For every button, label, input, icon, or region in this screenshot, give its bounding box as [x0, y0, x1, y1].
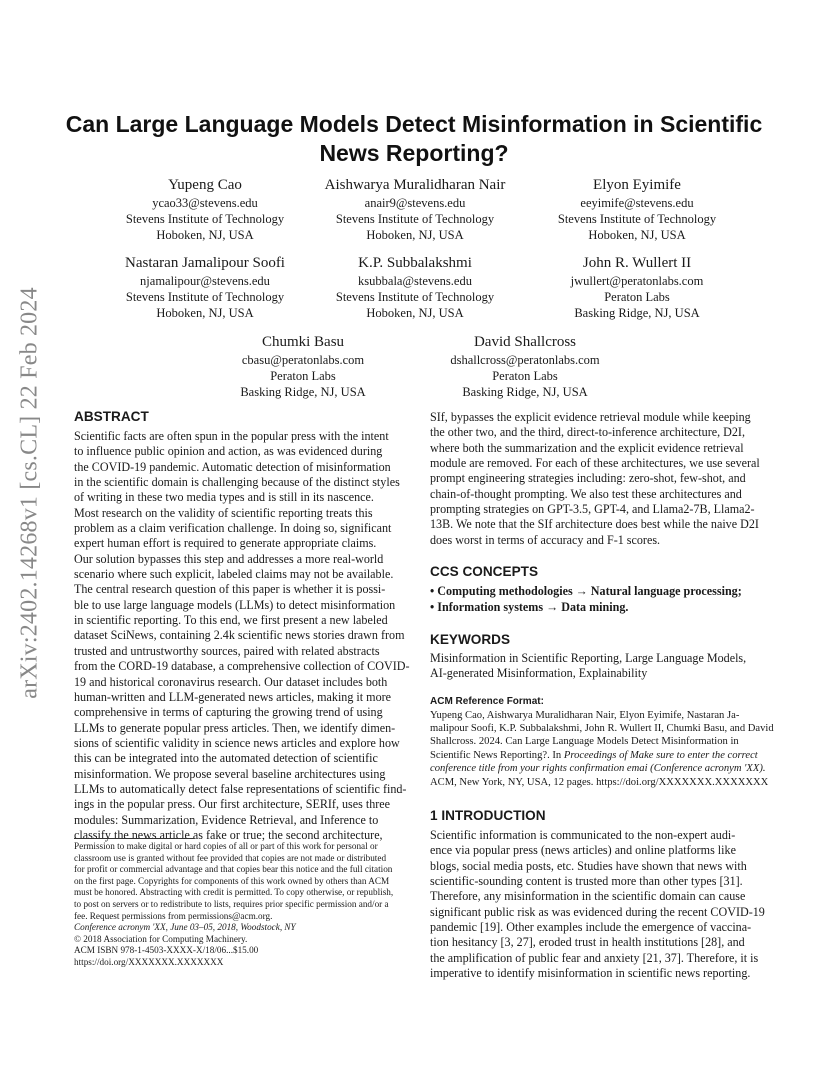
abstract-line: classify the news article as fake or true; the second architecture,	[74, 827, 383, 842]
abstract-line: ble to use large language models (LLMs) to detect misinformation	[74, 597, 396, 612]
ccs-concept-2	[430, 600, 756, 615]
author-location: Hoboken, NJ, USA	[588, 228, 686, 243]
permission-text	[74, 841, 404, 922]
author-location: Hoboken, NJ, USA	[366, 306, 464, 321]
author-name: K.P. Subbalakshmi	[358, 255, 472, 271]
abstract-line: in the scientific domain is challenging because of the distinct styles	[74, 475, 400, 490]
abstract-line: of writing in these two media types and is still in its nascence.	[74, 490, 374, 505]
introduction-body	[430, 828, 765, 981]
author-location: Hoboken, NJ, USA	[156, 228, 254, 243]
conference-line: Conference acronym 'XX, June 03–05, 2018, Woodstock, NY	[74, 922, 296, 933]
author-name: David Shallcross	[473, 334, 577, 350]
abstract-line: in scientific reporting. To this end, we first present a new labeled	[74, 613, 388, 628]
ccs-concept-1	[430, 584, 756, 599]
abstract-line: sions of scientific validity in science news articles and explore how	[74, 735, 400, 750]
abstract-line: prompting strategies on GPT-3.5, GPT-4, and Llama2-7B, Llama2-	[430, 502, 755, 517]
arxiv-stamp	[10, 228, 50, 758]
acm-reference-line: Scientific News Reporting?. In Proceedings of Make sure to enter the correct	[430, 749, 758, 761]
keywords-line: Misinformation in Scientific Reporting, Large Language Models,	[430, 650, 747, 665]
permission-line: fee. Request permissions from permissions@acm.org.	[74, 910, 273, 921]
ccs-concept-1-text: • Computing methodologies → Natural language processing;	[430, 584, 742, 599]
doi-line[interactable]: https://doi.org/XXXXXXX.XXXXXXX	[74, 956, 224, 967]
author-block	[188, 333, 418, 401]
author-name: Chumki Basu	[261, 334, 345, 350]
permission-line: to post on servers or to redistribute to lists, requires prior specific permission and/or a	[74, 898, 389, 909]
abstract-line: Our solution bypasses this step and addresses a more real-world	[74, 551, 384, 566]
paper-title	[60, 110, 768, 168]
abstract-line: 19 and historical coronavirus research. Our dataset includes both	[74, 674, 388, 689]
author-name: Elyon Eyimife	[593, 177, 681, 193]
abstract-line: 13B. We note that the SIf architecture does best while the naive D2I	[430, 517, 759, 532]
abstract-line: module are removed. For each of these architectures, we use several	[430, 456, 760, 471]
acm-reference-body	[430, 709, 774, 789]
author-location: Basking Ridge, NJ, USA	[462, 385, 588, 400]
abstract-continued	[430, 410, 760, 548]
acm-reference-line: Shallcross. 2024. Can Large Language Models Detect Misinformation in	[430, 736, 739, 748]
author-email[interactable]: jwullert@peratonlabs.com	[570, 274, 704, 288]
introduction-line: ence via popular press (news articles) and online platforms like	[430, 843, 736, 858]
introduction-line: tion hesitancy [3, 27], eroded trust in health institutions [28], and	[430, 935, 745, 950]
author-email[interactable]: ksubbala@stevens.edu	[358, 274, 472, 288]
abstract-body	[74, 429, 410, 843]
author-email[interactable]: njamalipour@stevens.edu	[140, 274, 270, 288]
acm-reference-line: malipour Soofi, K.P. Subbalakshmi, John R. Wullert II, Chumki Basu, and David	[430, 723, 774, 734]
abstract-line: Scientific facts are often spun in the popular press with the intent	[74, 429, 389, 443]
abstract-line: this can be integrated into the automated detection of scientific	[74, 751, 378, 766]
permission-line: for profit or commercial advantage and that copies bear this notice and the full citation	[74, 864, 393, 875]
title-line-1: Can Large Language Models Detect Misinformation in Scientific	[65, 111, 763, 137]
author-email[interactable]: cbasu@peratonlabs.com	[241, 353, 365, 367]
abstract-line: from the CORD-19 database, a comprehensive collection of COVID-	[74, 659, 410, 674]
keywords-line: AI-generated Misinformation, Explainability	[430, 666, 648, 681]
abstract-line: SIf, bypasses the explicit evidence retrieval module while keeping	[430, 410, 751, 424]
permission-footnote	[74, 841, 404, 969]
introduction-line: the amplification of public fear and anxiety [21, 37]. Therefore, it is	[430, 950, 759, 965]
abstract-line: dataset SciNews, containing 2.4k scientific news stories drawn from	[74, 628, 405, 643]
right-column	[430, 410, 774, 981]
author-block	[300, 254, 530, 322]
abstract-heading: ABSTRACT	[74, 409, 149, 424]
author-name: Yupeng Cao	[168, 177, 242, 193]
title-line-2: News Reporting?	[319, 140, 509, 166]
author-name: John R. Wullert II	[582, 255, 692, 271]
abstract-line: does worst in terms of accuracy and F-1 scores.	[430, 532, 661, 547]
author-name: Aishwarya Muralidharan Nair	[324, 177, 506, 193]
author-affiliation: Peraton Labs	[604, 290, 670, 305]
author-affiliation: Stevens Institute of Technology	[335, 212, 495, 227]
abstract-line: to influence public opinion and action, as was evidenced during	[74, 444, 383, 459]
abstract-line: where both the summarization and the explicit evidence retrieval	[430, 440, 744, 455]
author-affiliation: Stevens Institute of Technology	[125, 212, 285, 227]
author-email[interactable]: ycao33@stevens.edu	[152, 196, 258, 210]
author-location: Basking Ridge, NJ, USA	[574, 306, 700, 321]
abstract-section	[74, 408, 410, 843]
footnote-rule	[74, 838, 194, 839]
abstract-line: problem as a claim verification challenge. In doing so, significant	[74, 521, 392, 536]
ccs-heading: CCS CONCEPTS	[430, 564, 539, 580]
copyright-line: © 2018 Association for Computing Machinery.	[74, 933, 248, 944]
author-block	[522, 254, 752, 322]
abstract-line: scenario where such explicit, labeled claims may not be available.	[74, 567, 394, 582]
abstract-line: the COVID-19 pandemic. Automatic detection of misinformation	[74, 459, 391, 474]
abstract-line: human-written and LLM-generated news articles, making it more	[74, 689, 392, 704]
acm-reference-line: ACM, New York, NY, USA, 12 pages. https://doi.org/XXXXXXX.XXXXXXX	[430, 776, 769, 788]
abstract-line: modules: Summarization, Evidence Retrieval, and Inference to	[74, 812, 379, 827]
acm-ref-heading: ACM Reference Format:	[430, 695, 544, 707]
introduction-line: scientific-sounding content is trusted more than other types [31].	[430, 874, 743, 889]
author-email[interactable]: anair9@stevens.edu	[364, 196, 466, 210]
abstract-line: the other two, and the third, direct-to-inference architecture, D2I,	[430, 425, 745, 440]
keywords-body	[430, 651, 756, 682]
abstract-line: Most research on the validity of scientific reporting treats this	[74, 505, 373, 520]
permission-line: Permission to make digital or hard copies of all or part of this work for personal or	[74, 841, 378, 851]
abstract-line: LLMs to automatically detect false representations of scientific find-	[74, 781, 407, 796]
abstract-line: trusted and untrustworthy sources, paired with related abstracts	[74, 643, 380, 658]
author-affiliation: Peraton Labs	[492, 369, 558, 384]
introduction-line: Scientific information is communicated to the non-expert audi-	[430, 828, 736, 843]
author-name: Nastaran Jamalipour Soofi	[125, 255, 285, 271]
author-block	[75, 254, 335, 322]
ccs-concept-2-text: • Information systems → Data mining.	[430, 599, 629, 614]
abstract-line: ings in the popular press. Our first architecture, SERIf, uses three	[74, 797, 391, 812]
author-affiliation: Stevens Institute of Technology	[335, 290, 495, 305]
introduction-line: pandemic [19]. Other examples include the emergence of vaccina-	[430, 920, 752, 935]
abstract-line: prompt engineering strategies including: zero-shot, few-shot, and	[430, 471, 746, 486]
author-location: Basking Ridge, NJ, USA	[240, 385, 366, 400]
intro-heading: 1 INTRODUCTION	[430, 808, 546, 824]
introduction-line: Therefore, any misinformation in the scientific domain can cause	[430, 889, 746, 904]
author-affiliation: Peraton Labs	[270, 369, 336, 384]
abstract-line: The central research question of this paper is whether it is possi-	[74, 582, 386, 597]
author-email[interactable]: dshallcross@peratonlabs.com	[450, 353, 600, 367]
author-block	[90, 176, 320, 244]
acm-reference-line: conference title from your rights confirmation emai (Conference acronym 'XX).	[430, 763, 766, 775]
abstract-line: LLMs to generate popular press articles. Then, we identify dimen-	[74, 720, 396, 735]
keywords-heading: KEYWORDS	[430, 631, 511, 647]
permission-line: classroom use is granted without fee provided that copies are not made or distributed	[74, 852, 387, 863]
author-location: Hoboken, NJ, USA	[156, 306, 254, 321]
introduction-line: significant public risk as was evidenced during the recent COVID-19	[430, 904, 765, 919]
arxiv-stamp-text: arXiv:2402.14268v1 [cs.CL] 22 Feb 2024	[16, 287, 43, 699]
author-email[interactable]: eeyimife@stevens.edu	[580, 196, 694, 210]
author-affiliation: Stevens Institute of Technology	[557, 212, 717, 227]
author-block	[522, 176, 752, 244]
abstract-line: misinformation. We propose several baseline architectures using	[74, 766, 386, 781]
author-block	[410, 333, 640, 401]
permission-line: must be honored. Abstracting with credit is permitted. To copy otherwise, or republish,	[74, 887, 394, 898]
abstract-line: comprehensive in terms of capturing the growing trend of using	[74, 705, 383, 720]
introduction-line: blogs, social media posts, etc. Studies have shown that news with	[430, 858, 747, 873]
abstract-line: expert human effort is required to generate appropriate claims.	[74, 536, 377, 551]
acm-reference-line: Yupeng Cao, Aishwarya Muralidharan Nair, Elyon Eyimife, Nastaran Ja-	[430, 709, 740, 721]
isbn-line: ACM ISBN 978-1-4503-XXXX-X/18/06...$15.00	[74, 945, 259, 956]
abstract-line: chain-of-thought prompting. We also test these architectures and	[430, 486, 742, 501]
author-affiliation: Stevens Institute of Technology	[125, 290, 285, 305]
introduction-line: imperative to identify misinformation in scientific news reporting.	[430, 966, 751, 981]
permission-line: on the first page. Copyrights for components of this work owned by others than ACM	[74, 875, 390, 886]
author-location: Hoboken, NJ, USA	[366, 228, 464, 243]
author-block	[300, 176, 530, 244]
